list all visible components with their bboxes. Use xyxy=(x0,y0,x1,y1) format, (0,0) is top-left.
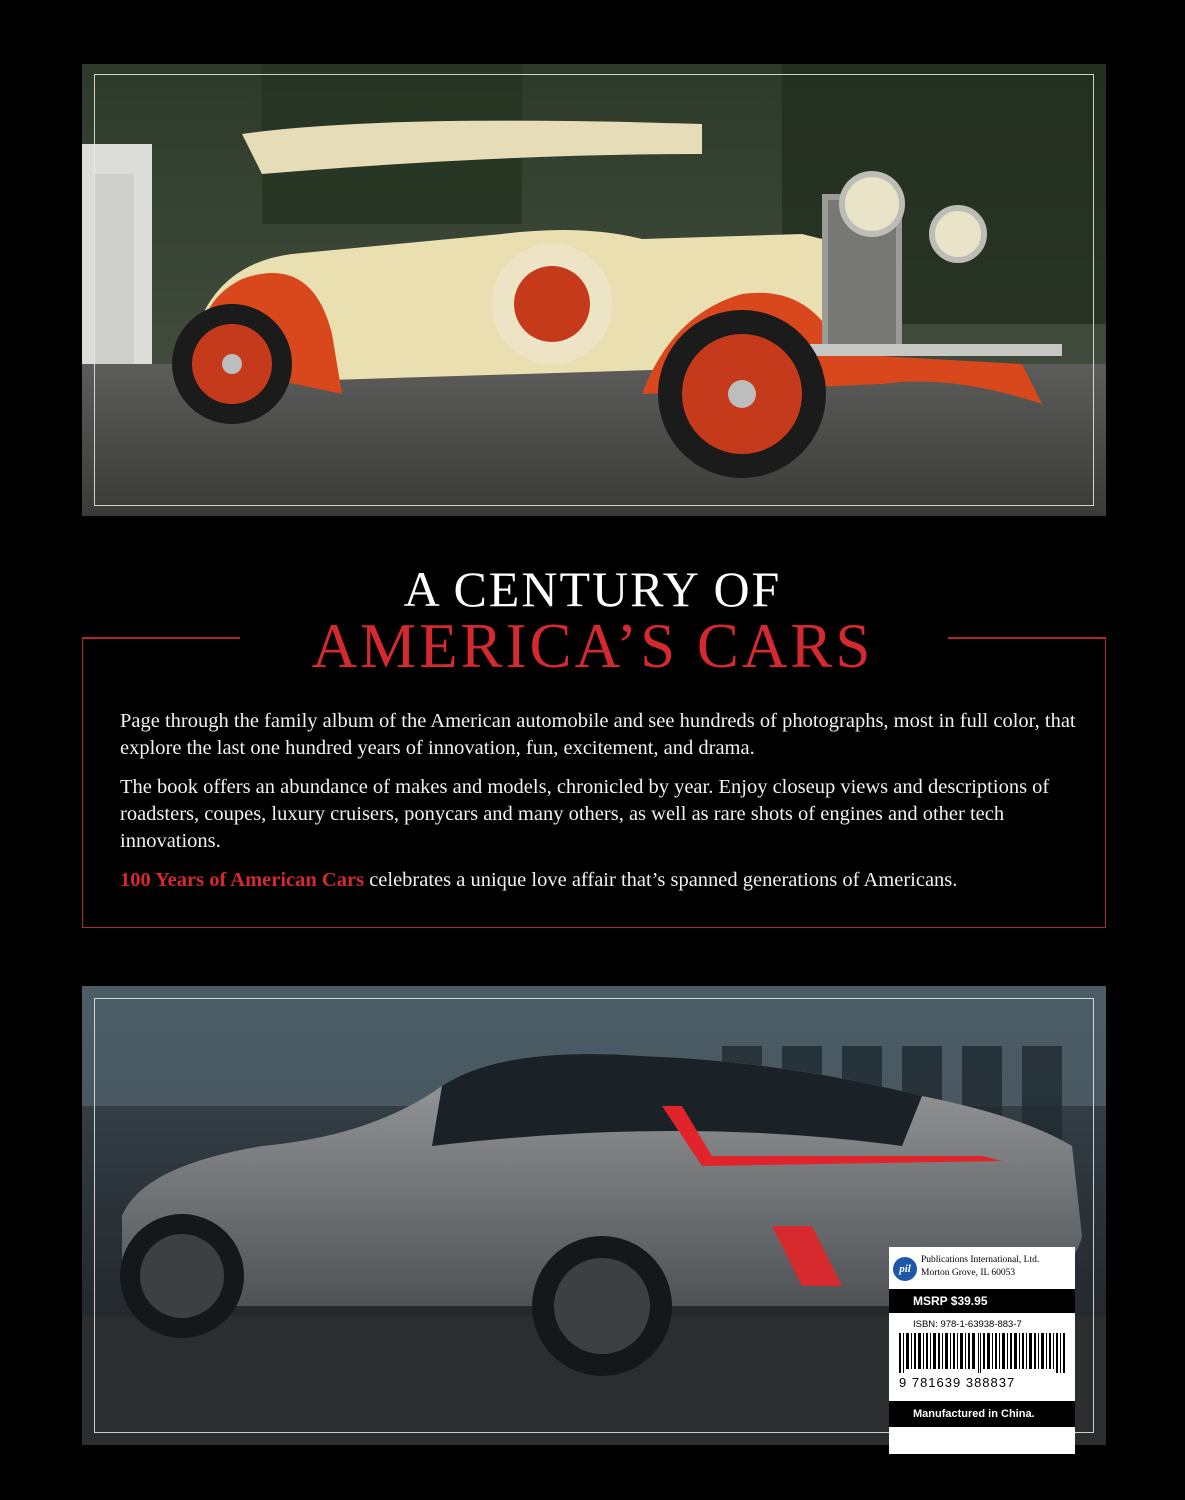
blurb-paragraph-2: The book offers an abundance of makes and models, chronicled by year. Enjoy closeup views and descriptions of roadsters, coupes, luxury cruisers, ponycars and many others, as well as rare shots of engines and other tech innovations. xyxy=(120,776,1050,852)
barcode-icon xyxy=(899,1333,1065,1373)
vintage-car-photo xyxy=(82,64,1106,516)
book-title-inline: 100 Years of American Cars xyxy=(120,869,365,891)
book-title: AMERICA’S CARS xyxy=(311,611,874,681)
publisher-row xyxy=(893,1251,1071,1291)
publisher-name: Publications International, Ltd. xyxy=(921,1255,1040,1265)
blurb-paragraph-3-text: celebrates a unique love affair that’s spanned generations of Americans. xyxy=(364,869,958,891)
isbn-label: ISBN: 978-1-63938-883-7 xyxy=(913,1319,1022,1330)
barcode-digits: 9 781639 388837 xyxy=(899,1375,1016,1390)
heading-kicker: A CENTURY OF xyxy=(403,561,782,617)
blurb-paragraph-1: Page through the family album of the American automobile and see hundreds of photographs, most in full color, that explore the last one hundred years of innovation, fun, excitement, and drama. xyxy=(120,710,1076,759)
barcode-panel xyxy=(889,1247,1075,1454)
manufactured-label: Manufactured in China. xyxy=(889,1401,1075,1427)
publisher-logo: pil xyxy=(893,1257,917,1281)
blurb-paragraph-3 xyxy=(120,867,1080,894)
publisher-address: Morton Grove, IL 60053 xyxy=(921,1268,1016,1278)
back-cover-blurb xyxy=(120,708,1080,906)
msrp-label: MSRP $39.95 xyxy=(889,1289,1075,1313)
